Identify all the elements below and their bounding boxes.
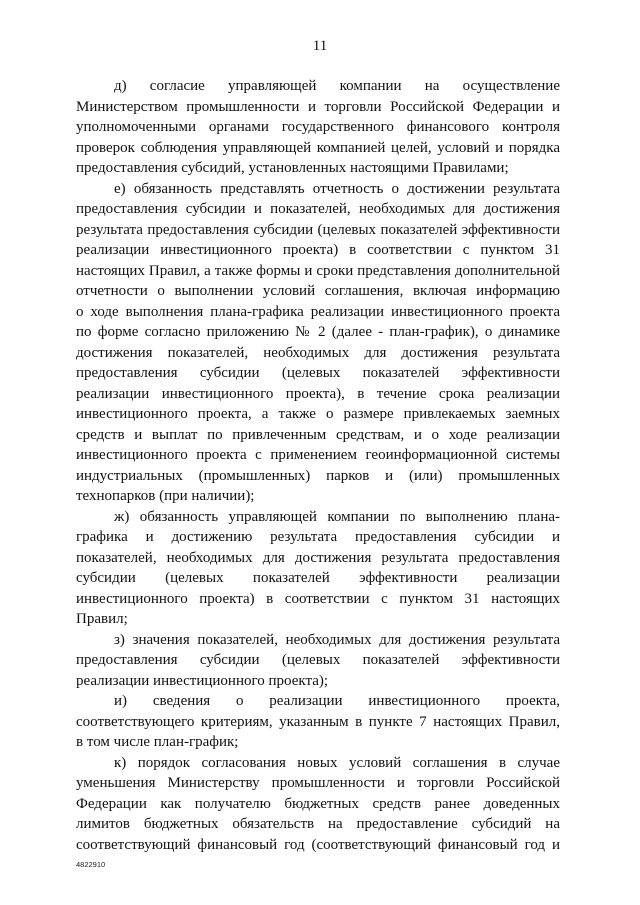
text-line: достижения показателей, необходимых для достижения результата bbox=[76, 344, 560, 361]
paragraph-k bbox=[76, 753, 560, 856]
text-line: по форме согласно приложению № 2 (далее - план-график), о динамике bbox=[76, 324, 560, 340]
text-line: субсидии (целевых показателей эффективности реализации bbox=[76, 570, 560, 586]
text-line: уменьшения Министерству промышленности и торговли Российской bbox=[76, 775, 560, 791]
text-line: средств и выплат по привлеченным средствам, и о ходе реализации bbox=[76, 426, 560, 443]
text-line: в том числе план-график; bbox=[76, 734, 239, 750]
footer-document-code: 4822910 bbox=[76, 860, 106, 869]
paragraph-zh bbox=[76, 507, 560, 630]
text-line: инвестиционного проекта, а также о размере привлекаемых заемных bbox=[76, 406, 560, 422]
text-line: ж) обязанность управляющей компании по выполнению плана- bbox=[114, 508, 560, 525]
text-line: предоставления субсидии и показателей, необходимых для достижения bbox=[76, 201, 560, 217]
document-body bbox=[76, 76, 560, 855]
text-line: Правил; bbox=[76, 611, 128, 627]
paragraph-i bbox=[76, 691, 560, 753]
text-line: соответствующего критериям, указанным в пункте 7 настоящих Правил, bbox=[76, 713, 560, 730]
text-line: реализации инвестиционного проекта); bbox=[76, 672, 329, 689]
text-line: проверок соблюдения управляющей компанией целей, условий и порядка bbox=[76, 139, 560, 156]
text-line: инвестиционного проекта) в соответствии с пунктом 31 настоящих bbox=[76, 590, 560, 607]
text-line: индустриальных (промышленных) парков и (или) промышленных bbox=[76, 467, 560, 484]
text-line: и) сведения о реализации инвестиционного проекта, bbox=[114, 693, 560, 709]
text-line: Министерством промышленности и торговли Российской Федерации и bbox=[76, 98, 560, 115]
text-line: з) значения показателей, необходимых для достижения результата bbox=[114, 631, 560, 648]
text-line: реализации инвестиционного проекта) в соответствии с пунктом 31 bbox=[76, 242, 560, 258]
text-line: настоящих Правил, а также формы и сроки представления дополнительной bbox=[76, 262, 560, 279]
text-line: предоставления субсидии (целевых показателей эффективности bbox=[76, 652, 560, 668]
text-line: о ходе выполнения плана-графика реализации инвестиционного проекта bbox=[76, 303, 560, 320]
text-line: д) согласие управляющей компании на осуществление bbox=[114, 78, 560, 94]
text-line: инвестиционного проекта с применением геоинформационной системы bbox=[76, 447, 560, 463]
text-line: показателей, необходимых для достижения результата предоставления bbox=[76, 549, 560, 566]
text-line: реализации инвестиционного проекта), в течение срока реализации bbox=[76, 385, 560, 402]
text-line: результата предоставления субсидии (целевых показателей эффективности bbox=[76, 221, 560, 238]
text-line: графика и достижению результата предоставления субсидии и bbox=[76, 529, 560, 545]
text-line: предоставления субсидии (целевых показателей эффективности bbox=[76, 365, 560, 381]
text-line: к) порядок согласования новых условий соглашения в случае bbox=[114, 754, 560, 771]
paragraph-z bbox=[76, 630, 560, 692]
text-line: Федерации как получателю бюджетных средств ранее доведенных bbox=[76, 795, 560, 812]
text-line: е) обязанность представлять отчетность о достижении результата bbox=[114, 180, 560, 197]
page-number: 11 bbox=[312, 38, 328, 54]
text-line: технопарков (при наличии); bbox=[76, 488, 255, 504]
paragraph-e bbox=[76, 179, 560, 507]
text-line: лимитов бюджетных обязательств на предоставление субсидий на bbox=[76, 816, 560, 832]
paragraph-d bbox=[76, 76, 560, 179]
text-line: предоставления субсидий, установленных настоящими Правилами; bbox=[76, 160, 509, 176]
text-line: соответствующий финансовый год (соответствующий финансовый год и bbox=[76, 836, 560, 853]
text-line: отчетности о выполнении условий соглашения, включая информацию bbox=[76, 283, 560, 299]
text-line: уполномоченными органами государственного финансового контроля bbox=[76, 119, 560, 135]
